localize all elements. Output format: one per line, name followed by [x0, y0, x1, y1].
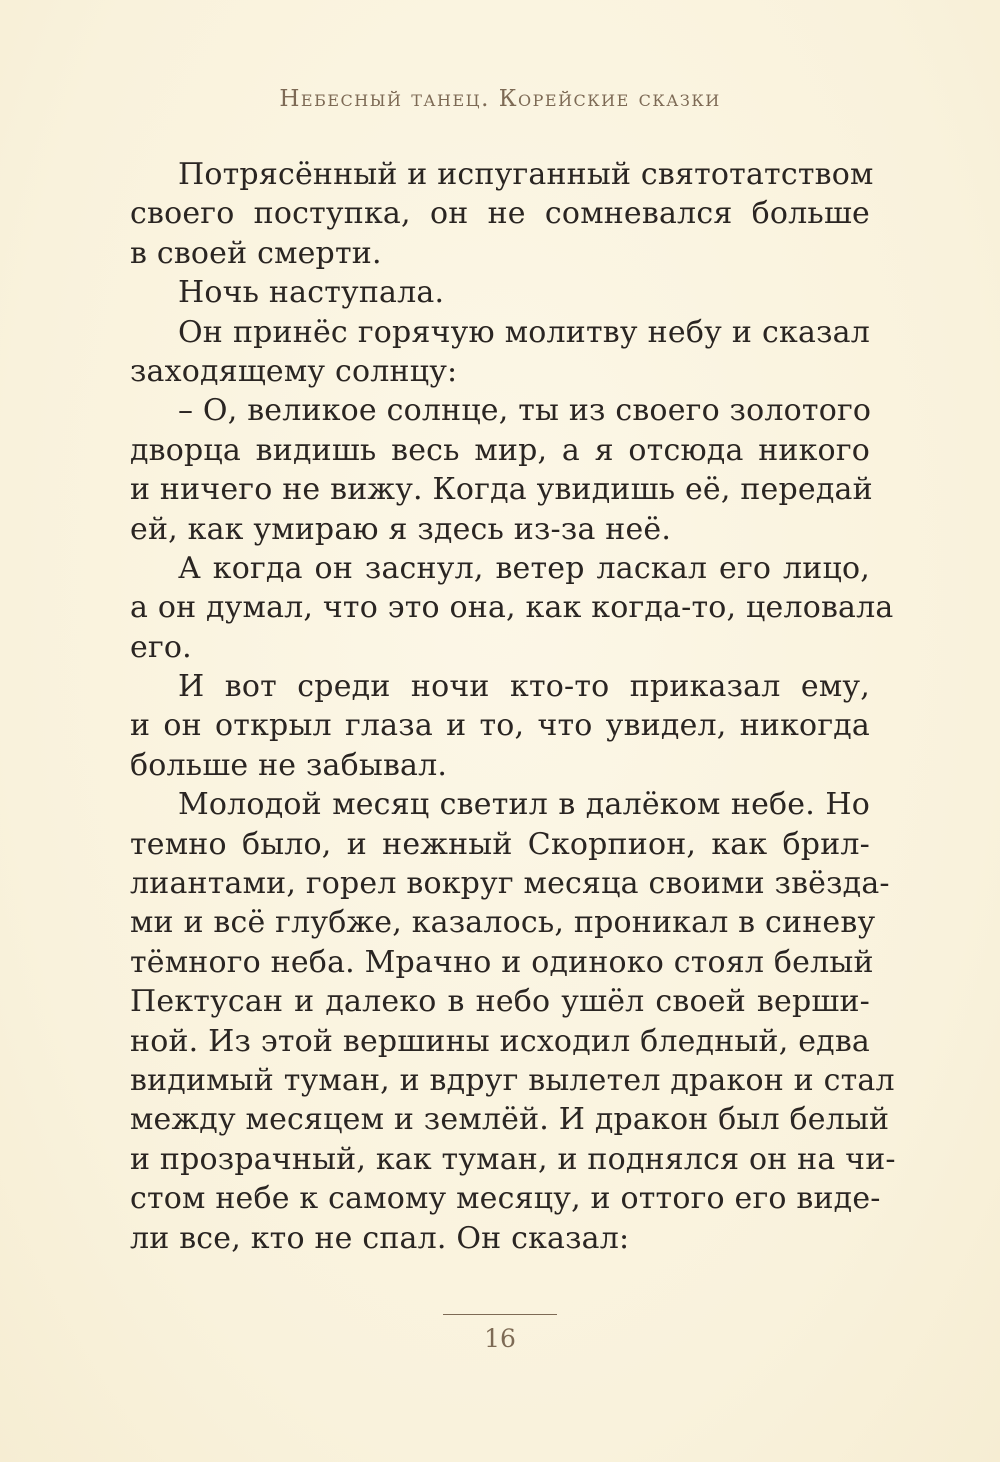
running-header: Небесный танец. Корейские сказки: [279, 86, 721, 112]
text-line: а он думал, что это она, как когда-то, целовала: [130, 590, 894, 626]
text-line: Пектусан и далеко в небо ушёл своей верши-: [130, 984, 870, 1020]
text-line: ей, как умираю я здесь из-за неё.: [130, 511, 672, 547]
text-line: между месяцем и землёй. И дракон был белый: [130, 1102, 890, 1138]
text-line: И вот среди ночи кто-то приказал ему,: [178, 669, 870, 705]
text-line: его.: [130, 629, 192, 665]
text-line: темно было, и нежный Скорпион, как брил-: [130, 826, 870, 862]
text-line: ми и всё глубже, казалось, проникал в синеву: [130, 905, 876, 941]
text-line: и он открыл глаза и то, что увидел, никогда: [130, 708, 870, 744]
text-line: А когда он заснул, ветер ласкал его лицо,: [178, 550, 870, 586]
text-line: тёмного неба. Мрачно и одиноко стоял белый: [130, 944, 874, 980]
text-line: и прозрачный, как туман, и поднялся он на чи-: [130, 1141, 896, 1177]
text-line: больше не забывал.: [130, 747, 448, 783]
body-text: [130, 155, 896, 1258]
text-line: в своей смерти.: [130, 235, 382, 271]
text-line: своего поступка, он не сомневался больше: [130, 196, 870, 232]
footer-divider: [443, 1314, 557, 1315]
text-line: лиантами, горел вокруг месяца своими звёзда-: [130, 866, 890, 902]
text-line: – О, великое солнце, ты из своего золотого: [178, 393, 872, 429]
text-line: заходящему солнцу:: [130, 353, 458, 389]
text-line: дворца видишь весь мир, а я отсюда никого: [130, 432, 870, 468]
page-number: 16: [484, 1324, 516, 1353]
text-line: стом небе к самому месяцу, и оттого его виде-: [130, 1181, 881, 1217]
text-line: видимый туман, и вдруг вылетел дракон и стал: [130, 1062, 895, 1098]
text-line: ли все, кто не спал. Он сказал:: [130, 1220, 630, 1256]
text-line: Ночь наступала.: [178, 275, 445, 311]
text-line: Потрясённый и испуганный святотатством: [178, 157, 874, 192]
text-line: Он принёс горячую молитву небу и сказал: [178, 314, 870, 350]
text-line: Молодой месяц светил в далёком небе. Но: [178, 787, 870, 823]
text-line: и ничего не вижу. Когда увидишь её, передай: [130, 472, 873, 508]
text-line: ной. Из этой вершины исходил бледный, едва: [130, 1023, 870, 1059]
